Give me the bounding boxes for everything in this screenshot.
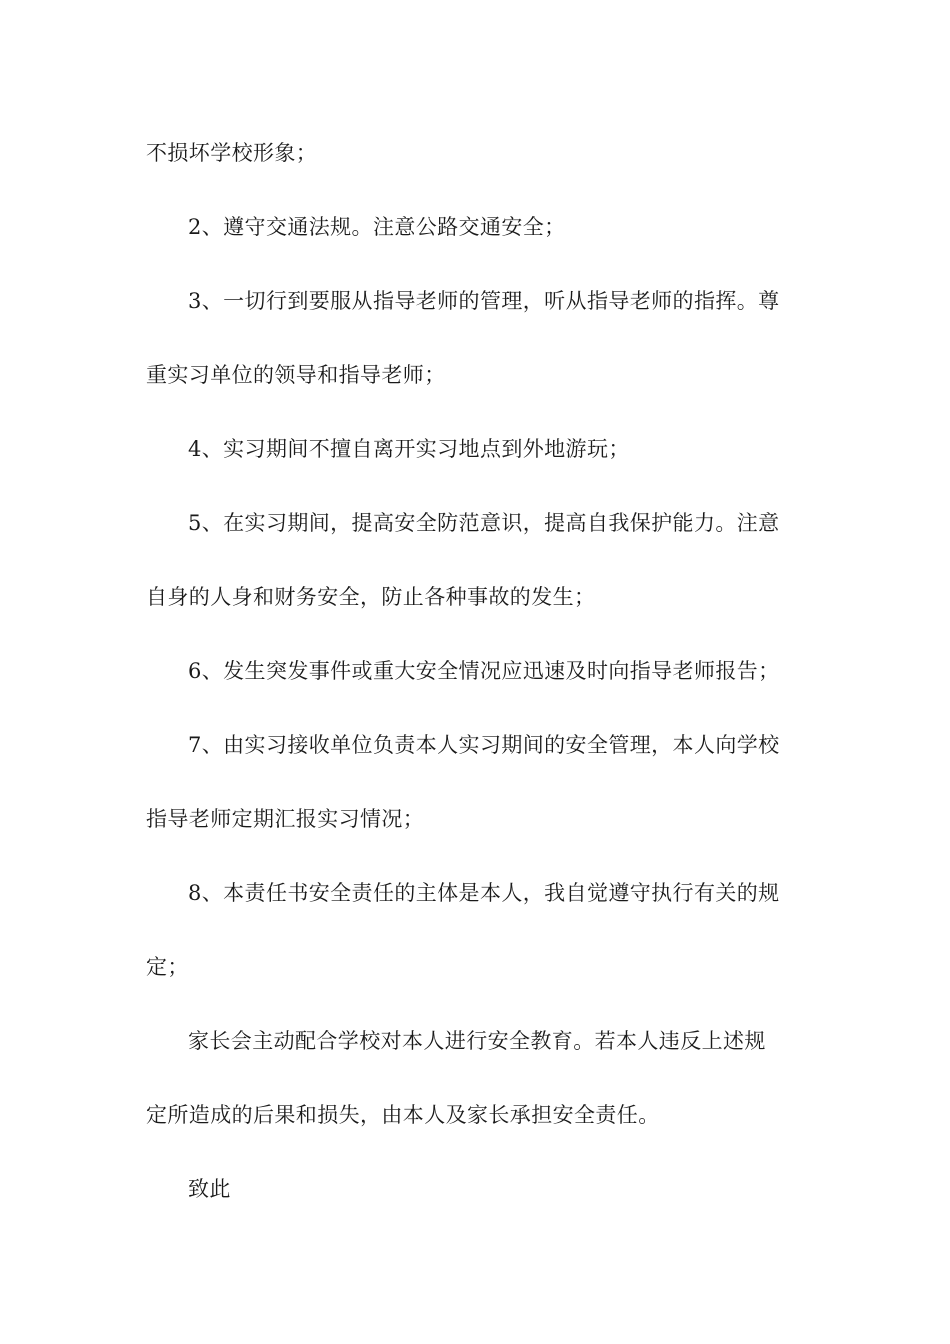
paragraph-line: 3、一切行到要服从指导老师的管理，听从指导老师的指挥。尊 [188,289,780,313]
paragraph-line: 定； [146,955,189,979]
paragraph-line: 5、在实习期间，提高安全防范意识，提高自我保护能力。注意 [188,511,780,535]
paragraph-line: 家长会主动配合学校对本人进行安全教育。若本人违反上述规 [188,1029,766,1053]
closing-line: 致此 [188,1177,231,1201]
paragraph-line: 2、遵守交通法规。注意公路交通安全； [188,215,566,239]
paragraph-line: 7、由实习接收单位负责本人实习期间的安全管理，本人向学校 [188,733,780,757]
paragraph-line: 定所造成的后果和损失，由本人及家长承担安全责任。 [146,1103,660,1127]
paragraph-line: 重实习单位的领导和指导老师； [146,363,446,387]
paragraph-line: 8、本责任书安全责任的主体是本人，我自觉遵守执行有关的规 [188,881,780,905]
paragraph-line: 不损坏学校形象； [146,141,318,165]
paragraph-line: 4、实习期间不擅自离开实习地点到外地游玩； [188,437,630,461]
paragraph-line: 6、发生突发事件或重大安全情况应迅速及时向指导老师报告； [188,659,780,683]
paragraph-line: 指导老师定期汇报实习情况； [146,807,425,831]
paragraph-line: 自身的人身和财务安全，防止各种事故的发生； [146,585,596,609]
document-body [146,129,808,1239]
